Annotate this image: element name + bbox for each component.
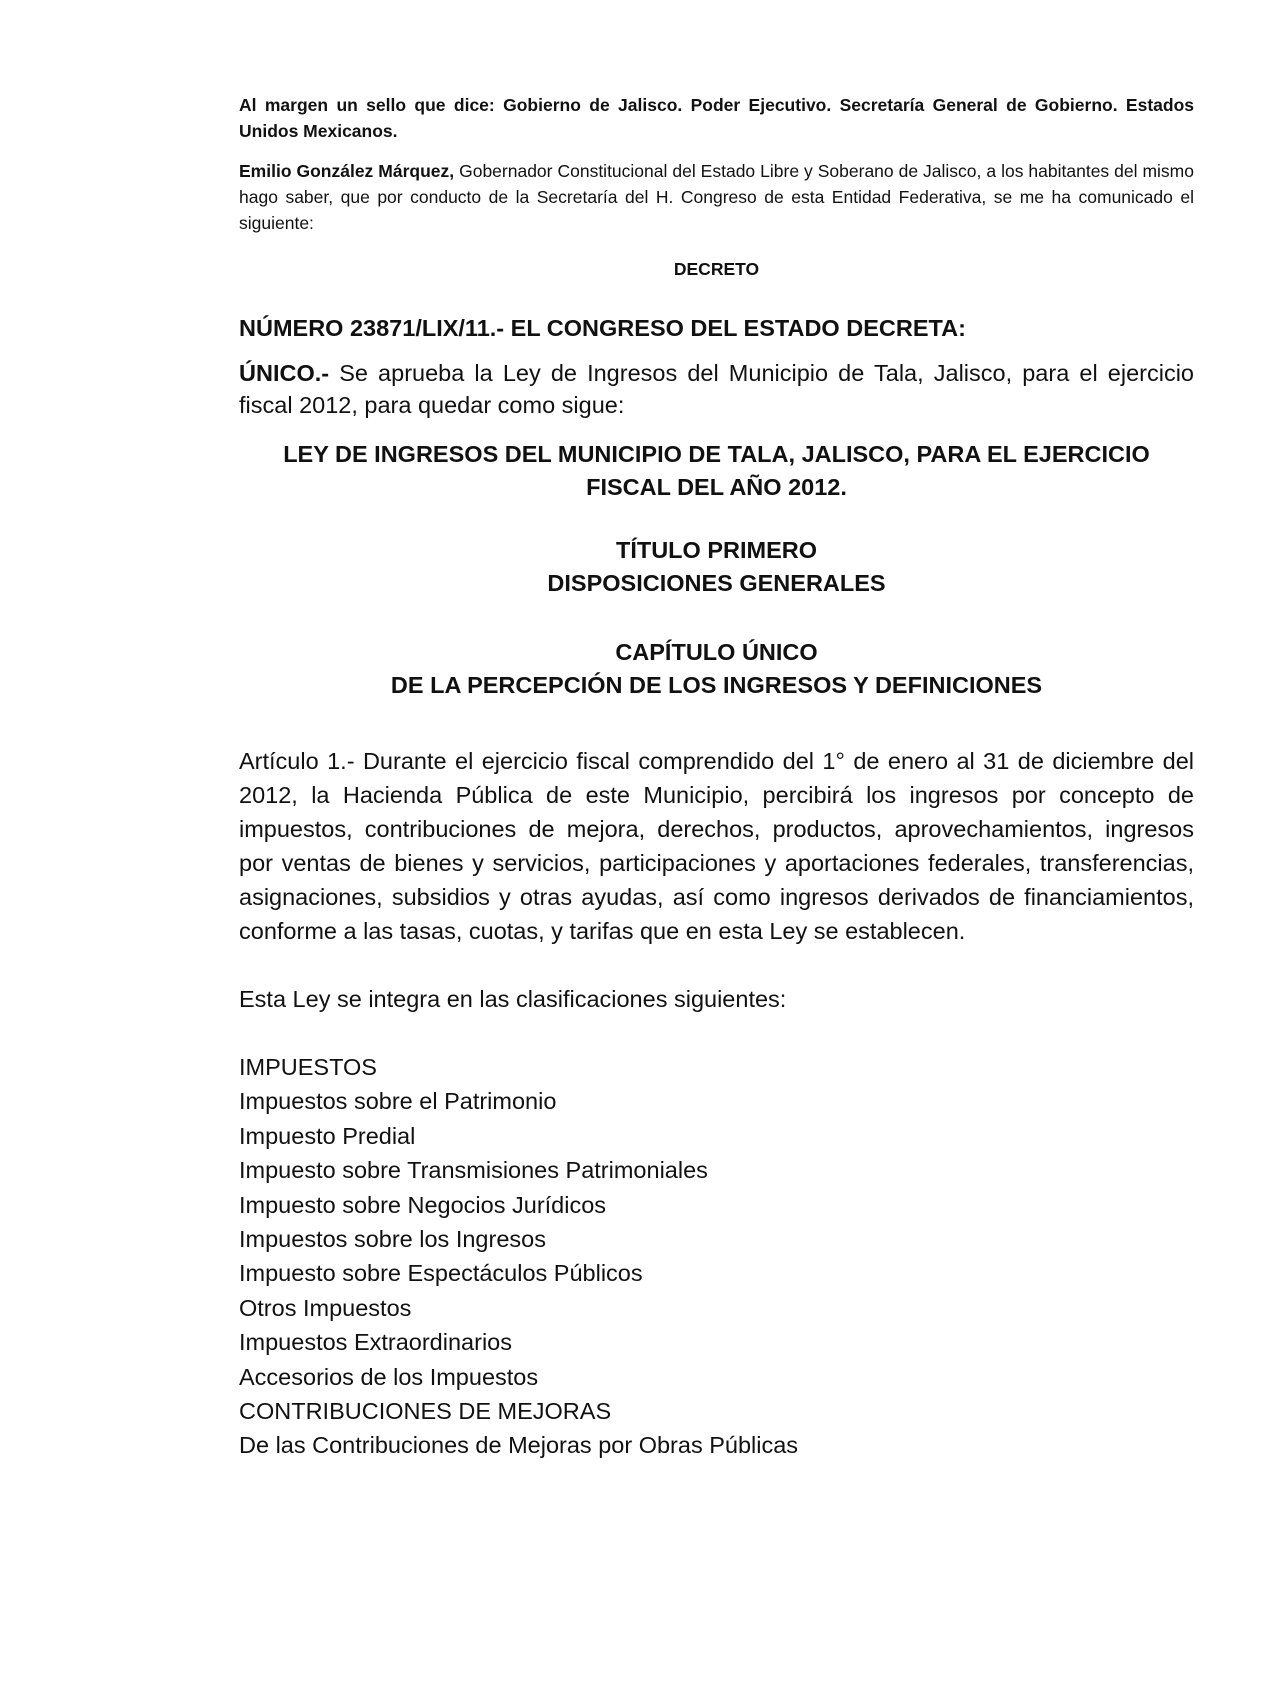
list-item: IMPUESTOS <box>239 1054 377 1080</box>
classifications-list <box>239 1050 1194 1463</box>
unico-label: ÚNICO.- <box>239 360 330 386</box>
unico-text: Se aprueba la Ley de Ingresos del Municipio de Tala, Jalisco, para el ejercicio fiscal 2012, para quedar como sigue: <box>239 360 1194 418</box>
list-item: Accesorios de los Impuestos <box>239 1363 539 1390</box>
list-item: CONTRIBUCIONES DE MEJORAS <box>239 1398 612 1425</box>
list-item: Impuesto Predial <box>239 1122 416 1149</box>
law-title-line-1: LEY DE INGRESOS DEL MUNICIPIO DE TALA, JALISCO, PARA EL EJERCICIO <box>283 441 1150 467</box>
list-item: De las Contribuciones de Mejoras por Obras Públicas <box>239 1432 799 1459</box>
list-item: Impuesto sobre Espectáculos Públicos <box>239 1260 643 1287</box>
title-label: TÍTULO PRIMERO <box>615 537 818 563</box>
intro-paragraph <box>239 158 1194 236</box>
list-item: Impuestos sobre los Ingresos <box>239 1226 546 1253</box>
governor-name: Emilio González Márquez, <box>239 161 455 181</box>
list-item: Impuesto sobre Negocios Jurídicos <box>239 1191 607 1218</box>
list-item: Otros Impuestos <box>239 1294 412 1321</box>
decree-number: NÚMERO 23871/LIX/11.- EL CONGRESO DEL ESTADO DECRETA: <box>239 315 966 341</box>
article-1: Artículo 1.- Durante el ejercicio fiscal comprendido del 1° de enero al 31 de diciembre del 2012, la Hacienda Pública de este Municipio, percibirá los ingresos por concepto de impuestos, contribuciones de mejora, derechos, productos, aprovechamientos, ingresos por ventas de bienes y servicios, participaciones y aportaciones federales, transferencias, asignaciones, subsidios y otras ayudas, así como ingresos derivados de financiamientos, conforme a las tasas, cuotas, y tarifas que en esta Ley se establecen. <box>239 748 1194 944</box>
unico-paragraph <box>239 357 1194 421</box>
intro-text: Gobernador Constitucional del Estado Libre y Soberano de Jalisco, a los habitantes del mismo hago saber, que por conducto de la Secretaría del H. Congreso de esta Entidad Federativa, se me ha comunicado el siguiente: <box>239 161 1194 233</box>
title-name: DISPOSICIONES GENERALES <box>547 570 886 596</box>
decreto-label: DECRETO <box>673 259 760 279</box>
document-body <box>239 92 1194 1463</box>
law-title-line-2: FISCAL DEL AÑO 2012. <box>586 474 847 500</box>
seal-note: Al margen un sello que dice: Gobierno de Jalisco. Poder Ejecutivo. Secretaría General de Gobierno. Estados Unidos Mexicanos. <box>239 95 1194 141</box>
chapter-label: CAPÍTULO ÚNICO <box>615 639 818 665</box>
list-item: Impuestos sobre el Patrimonio <box>239 1088 557 1115</box>
chapter-name: DE LA PERCEPCIÓN DE LOS INGRESOS Y DEFINICIONES <box>390 672 1043 698</box>
law-title <box>239 438 1194 504</box>
list-item: Impuestos Extraordinarios <box>239 1329 512 1356</box>
list-item: Impuesto sobre Transmisiones Patrimoniales <box>239 1157 708 1184</box>
classifications-intro: Esta Ley se integra en las clasificaciones siguientes: <box>239 986 787 1012</box>
